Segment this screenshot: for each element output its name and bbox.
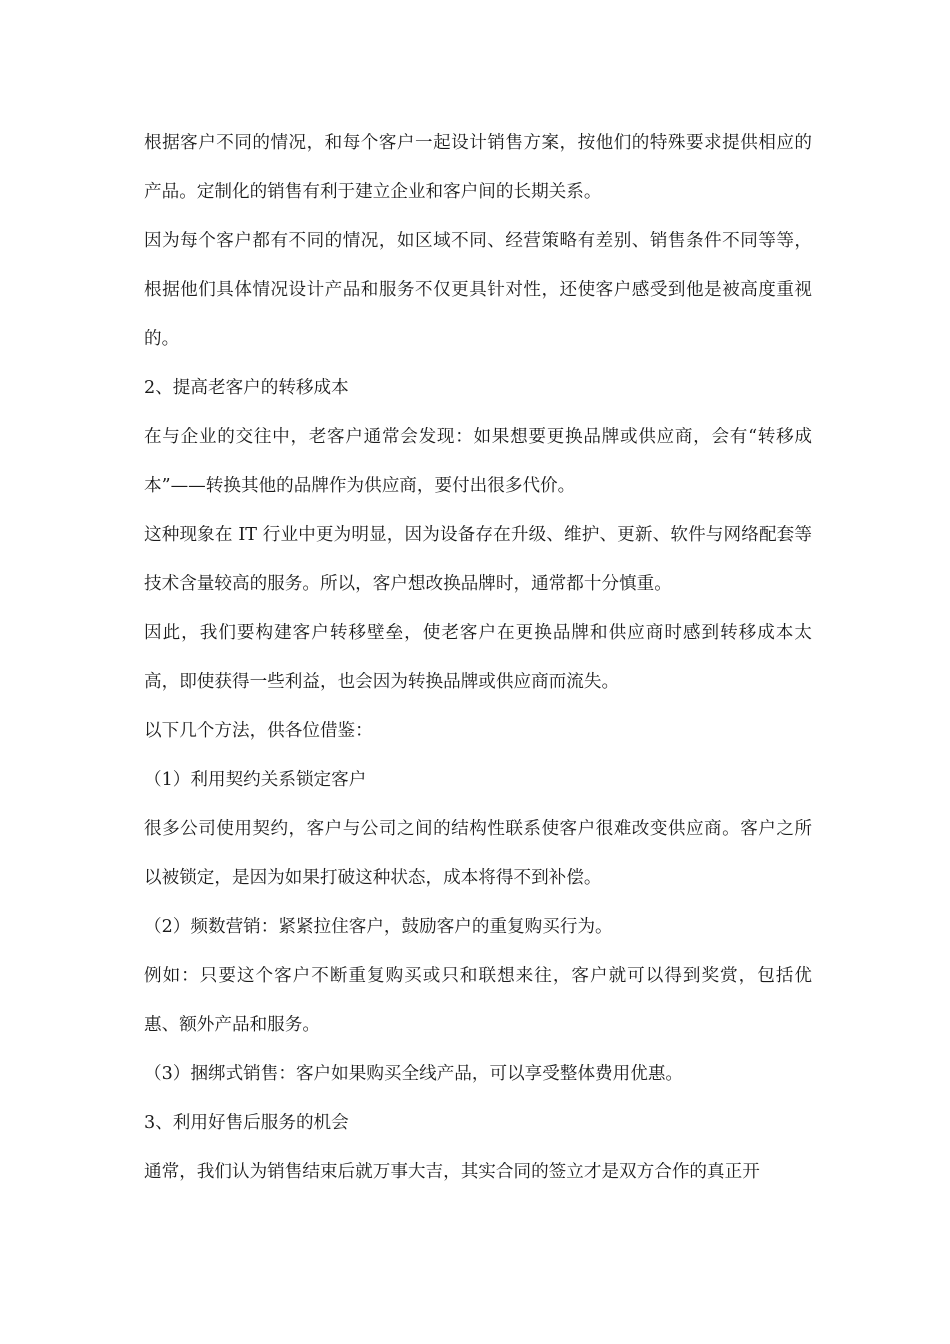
paragraph-customized-sales: 根据客户不同的情况，和每个客户一起设计销售方案，按他们的特殊要求提供相应的产品。定制化的销售有利于建立企业和客户间的长期关系。 <box>144 133 812 202</box>
paragraph-switching-cost-intro: 在与企业的交往中，老客户通常会发现：如果想要更换品牌或供应商，会有“转移成本”——转换其他的品牌作为供应商，要付出很多代价。 <box>144 427 812 496</box>
list-item-bundled-sales: （3）捆绑式销售：客户如果购买全线产品，可以享受整体费用优惠。 <box>144 1064 684 1084</box>
document-body <box>144 119 812 1197</box>
list-item-contract-lock: （1）利用契约关系锁定客户 <box>144 770 367 790</box>
paragraph-methods-intro: 以下几个方法，供各位借鉴： <box>144 721 373 741</box>
list-item-frequency-marketing: （2）频数营销：紧紧拉住客户，鼓励客户的重复购买行为。 <box>144 917 613 937</box>
paragraph-it-industry: 这种现象在 IT 行业中更为明显，因为设备存在升级、维护、更新、软件与网络配套等技术含量较高的服务。所以，客户想改换品牌时，通常都十分慎重。 <box>144 525 812 594</box>
paragraph-frequency-example: 例如：只要这个客户不断重复购买或只和联想来往，客户就可以得到奖赏，包括优惠、额外产品和服务。 <box>144 966 812 1035</box>
section-heading-after-sales: 3、利用好售后服务的机会 <box>144 1113 349 1133</box>
paragraph-switching-barrier: 因此，我们要构建客户转移壁垒，使老客户在更换品牌和供应商时感到转移成本太高，即使获得一些利益，也会因为转换品牌或供应商而流失。 <box>144 623 812 692</box>
paragraph-after-sales-intro: 通常，我们认为销售结束后就万事大吉，其实合同的签立才是双方合作的真正开 <box>144 1162 760 1182</box>
paragraph-contract-detail: 很多公司使用契约，客户与公司之间的结构性联系使客户很难改变供应商。客户之所以被锁定，是因为如果打破这种状态，成本将得不到补偿。 <box>144 819 812 888</box>
paragraph-customer-differences: 因为每个客户都有不同的情况，如区域不同、经营策略有差别、销售条件不同等等，根据他们具体情况设计产品和服务不仅更具针对性，还使客户感受到他是被高度重视的。 <box>144 231 812 349</box>
section-heading-switching-cost: 2、提高老客户的转移成本 <box>144 378 349 398</box>
